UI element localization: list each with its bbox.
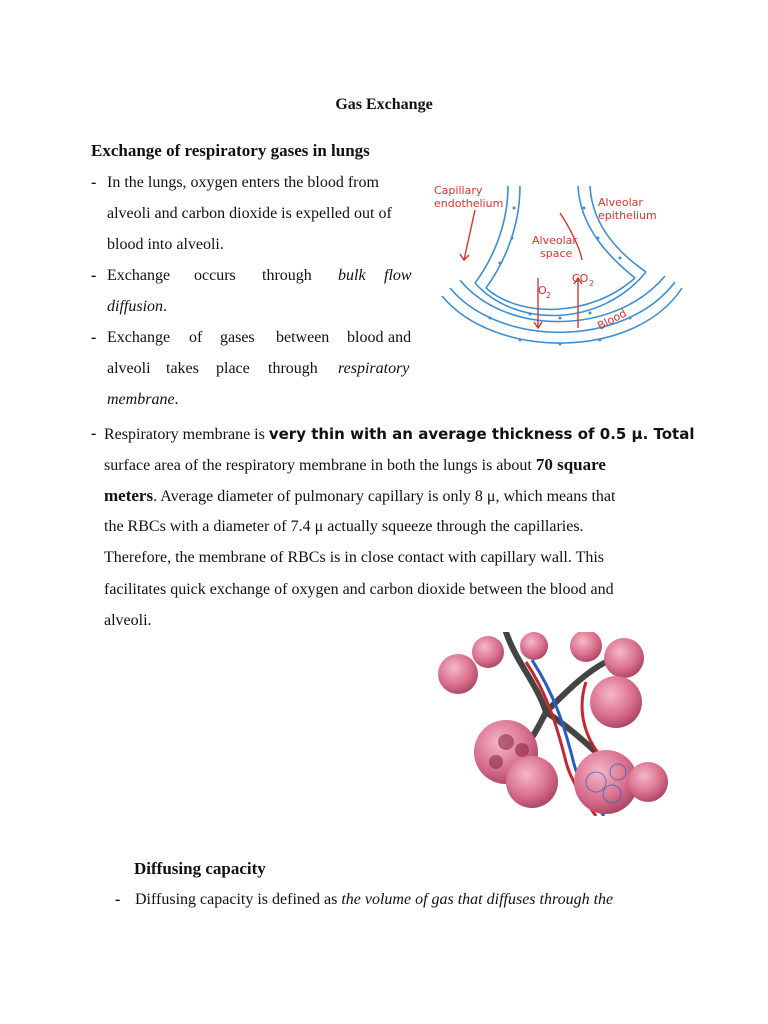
diagram-label-co2: CO	[572, 272, 589, 285]
bullet3-italic: membrane	[107, 391, 175, 408]
diffusing-text: Diffusing capacity is defined as	[135, 891, 342, 908]
diffusing-italic: the volume of gas that diffuses through the	[341, 891, 614, 908]
respiratory-membrane-diagram	[420, 168, 690, 363]
para4-text: surface area of the respiratory membrane in both the lungs is about	[104, 457, 536, 474]
bullet-marker: -	[115, 891, 121, 908]
bullet1-line3: blood into alveoli.	[107, 236, 224, 253]
para4-line3	[104, 486, 615, 507]
bullet1-line1: In the lungs, oxygen enters the blood from	[107, 174, 379, 191]
bullet3-line3	[107, 390, 179, 410]
para4-text: Respiratory membrane is	[104, 426, 269, 443]
bullet2-word: bulk	[338, 267, 366, 284]
para4-line5: Therefore, the membrane of RBCs is in close contact with capillary wall. This	[104, 549, 605, 566]
bullet3-word: place	[216, 360, 250, 377]
diagram-label-o2: O	[538, 284, 547, 297]
para4-line1	[104, 424, 695, 445]
para4-line4: the RBCs with a diameter of 7.4 μ actually squeeze through the capillaries.	[104, 518, 584, 535]
section-heading-exchange: Exchange of respiratory gases in lungs	[91, 141, 370, 160]
bullet2-italic: diffusion	[107, 298, 164, 315]
bullet2-line2	[107, 297, 167, 317]
bullet3-end: .	[174, 391, 179, 408]
diffusing-line1	[135, 890, 613, 910]
bullet2-word: occurs	[194, 267, 236, 284]
bullet1-line2: alveoli and carbon dioxide is expelled out of	[107, 205, 392, 222]
diagram-label: space	[540, 247, 573, 260]
diagram-label: Alveolar	[532, 234, 577, 247]
bullet2-word: through	[262, 267, 312, 284]
bullet3-word: and	[388, 329, 412, 346]
bullet3-word: between	[276, 329, 330, 346]
bullet3-word: through	[268, 360, 318, 377]
diagram-label-o2-sub: 2	[546, 291, 552, 300]
bullet3-word: of	[189, 329, 203, 346]
bullet-marker: -	[91, 329, 97, 346]
diagram-label-co2-sub: 2	[589, 279, 595, 288]
alveoli-illustration	[436, 632, 668, 816]
bullet2-end: .	[163, 298, 168, 315]
bullet-marker: -	[91, 267, 97, 284]
bullet3-word: Exchange	[107, 329, 171, 346]
para4-line7: alveoli.	[104, 612, 152, 629]
bullet3-word: takes	[166, 360, 199, 377]
para4-bold-tail: with an average thickness of 0.5 μ. Total	[344, 425, 695, 443]
bullet-marker: -	[91, 425, 97, 442]
para4-bold: meters	[104, 486, 154, 505]
diagram-label: Alveolar	[598, 196, 643, 209]
para4-line6: facilitates quick exchange of oxygen and carbon dioxide between the blood and	[104, 581, 614, 598]
bullet3-word: gases	[220, 329, 255, 346]
section-heading-diffusing: Diffusing capacity	[134, 859, 266, 878]
diagram-label: epithelium	[598, 209, 657, 222]
bullet-marker: -	[91, 174, 97, 191]
diagram-label: Capillary	[434, 184, 483, 197]
page-title: Gas Exchange	[335, 96, 433, 113]
bullet3-word: alveoli	[107, 360, 151, 377]
para4-bold: very thin	[268, 425, 345, 443]
bullet2-word: flow	[384, 267, 412, 284]
para4-line2	[104, 455, 606, 476]
bullet3-word: respiratory	[338, 360, 410, 377]
diagram-label-blood: Blood	[595, 306, 629, 333]
bullet3-word: blood	[347, 329, 384, 346]
para4-bold: 70 square	[535, 455, 606, 474]
para4-text: . Average diameter of pulmonary capillary is only 8 μ, which means that	[153, 488, 616, 505]
diagram-label: endothelium	[434, 197, 504, 210]
bullet2-word: Exchange	[107, 267, 171, 284]
